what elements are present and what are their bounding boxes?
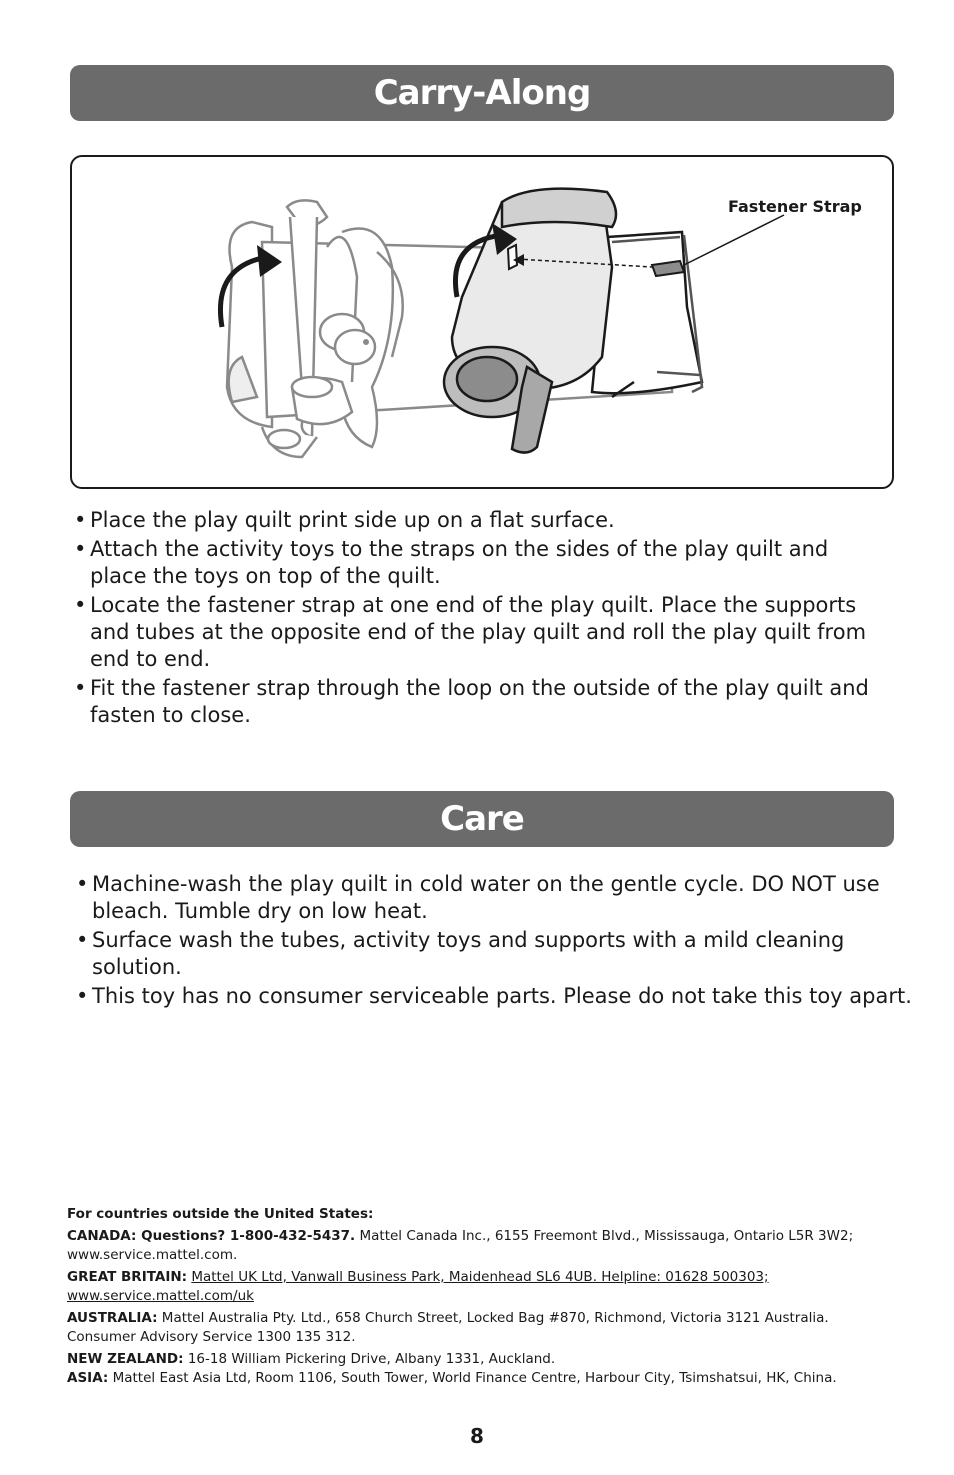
list-item: • Machine-wash the play quilt in cold water on the gentle cycle. DO NOT use bleach. Tumble dry on low heat. xyxy=(76,872,880,923)
bullet-icon: • xyxy=(74,537,87,561)
bullet-icon: • xyxy=(74,508,87,532)
contact-great-britain: GREAT BRITAIN: Mattel UK Ltd, Vanwall Business Park, Maidenhead SL6 4UB. Helpline: 01628 500303; www.service.mattel.com/uk xyxy=(67,1269,769,1304)
list-item: • Fit the fastener strap through the loop on the outside of the play quilt and fasten to close. xyxy=(74,676,869,727)
list-item: • Surface wash the tubes, activity toys and supports with a mild cleaning solution. xyxy=(76,928,845,979)
list-item: • Locate the fastener strap at one end of the play quilt. Place the supports and tubes at the opposite end of the play quilt and roll the play quilt from end to end. xyxy=(74,593,867,671)
bullet-icon: • xyxy=(76,984,89,1008)
carry-along-illustration xyxy=(70,155,894,489)
list-item: • Place the play quilt print side up on a flat surface. xyxy=(74,508,615,532)
contact-asia: ASIA: Mattel East Asia Ltd, Room 1106, South Tower, World Finance Centre, Harbour City, Tsimshatsui, HK, China. xyxy=(67,1370,837,1386)
rolled-quilt xyxy=(444,189,702,453)
page-number: 8 xyxy=(470,1424,484,1448)
carry-along-instructions xyxy=(72,507,872,731)
list-item: • This toy has no consumer serviceable parts. Please do not take this toy apart. xyxy=(76,984,912,1008)
international-contacts xyxy=(67,1205,897,1391)
care-title: Care xyxy=(440,799,524,839)
care-instructions xyxy=(74,871,924,1012)
care-header xyxy=(70,791,894,847)
bullet-icon: • xyxy=(76,928,89,952)
contacts-heading: For countries outside the United States: xyxy=(67,1206,374,1222)
bullet-icon: • xyxy=(74,676,87,700)
bullet-icon: • xyxy=(76,872,89,896)
bullet-icon: • xyxy=(74,593,87,617)
fastener-strap-label: Fastener Strap xyxy=(728,197,862,216)
carry-along-title: Carry-Along xyxy=(373,73,591,113)
contact-canada: CANADA: Questions? 1-800-432-5437. Mattel Canada Inc., 6155 Freemont Blvd., Mississauga, Ontario L5R 3W2; www.service.mattel.com. xyxy=(67,1228,854,1263)
carry-along-header xyxy=(70,65,894,121)
list-item: • Attach the activity toys to the straps on the sides of the play quilt and place the toys on top of the quilt. xyxy=(74,537,829,588)
contact-new-zealand: NEW ZEALAND: 16-18 William Pickering Drive, Albany 1331, Auckland. xyxy=(67,1351,556,1367)
contact-australia: AUSTRALIA: Mattel Australia Pty. Ltd., 658 Church Street, Locked Bag #870, Richmond, Victoria 3121 Australia. Consumer Advisory Service 1300 135 312. xyxy=(67,1310,829,1345)
